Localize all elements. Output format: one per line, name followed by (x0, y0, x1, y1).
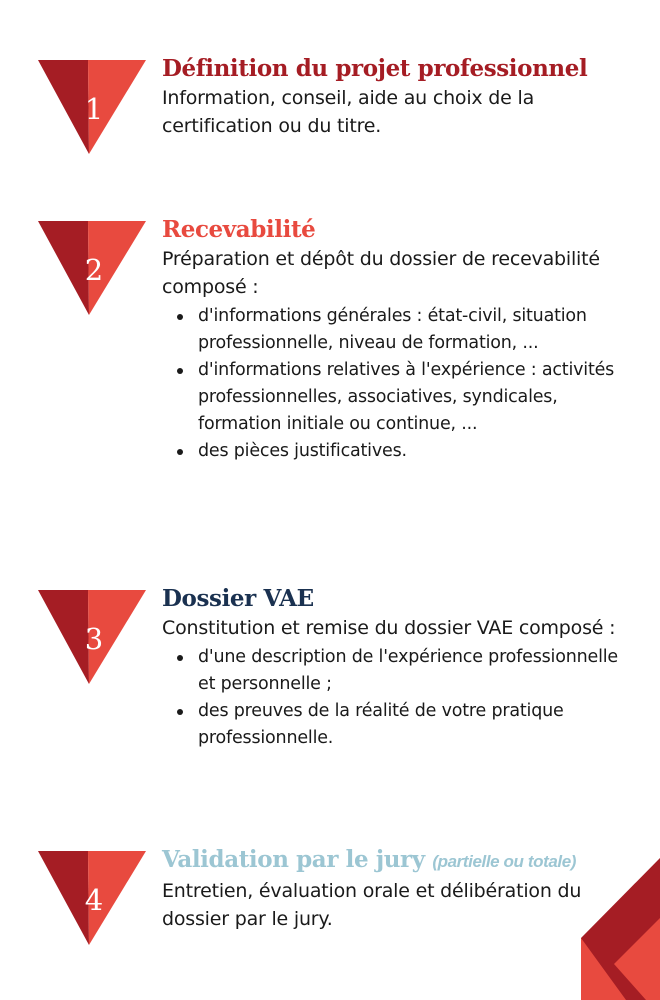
list-item: des pièces justificatives. (198, 438, 632, 465)
step-number: 2 (84, 253, 104, 287)
step-description: Constitution et remise du dossier VAE composé : (162, 617, 616, 639)
step-description: Préparation et dépôt du dossier de recevabilité composé : (162, 248, 600, 298)
list-item: d'informations générales : état-civil, situation professionnelle, niveau de formation, ... (198, 303, 632, 357)
list-item: d'informations relatives à l'expérience : activités professionnelles, associatives, syndicales, formation initiale ou continue, ... (198, 357, 632, 438)
step-description: Information, conseil, aide au choix de la certification ou du titre. (162, 87, 535, 137)
step-number: 4 (84, 883, 104, 917)
step-number: 3 (84, 622, 104, 656)
list-item: des preuves de la réalité de votre pratique professionnelle. (198, 698, 632, 752)
step-number: 1 (84, 92, 104, 126)
step-description: Entretien, évaluation orale et délibération du dossier par le jury. (162, 880, 582, 930)
step-title-note: (partielle ou totale) (432, 852, 577, 871)
step-title: Définition du projet professionnel (162, 55, 588, 82)
list-item: d'une description de l'expérience professionnelle et personnelle ; (198, 644, 632, 698)
step-title: Recevabilité (162, 216, 316, 243)
step-title: Dossier VAE (162, 585, 314, 612)
step-title-text: Validation par le jury (162, 846, 425, 873)
